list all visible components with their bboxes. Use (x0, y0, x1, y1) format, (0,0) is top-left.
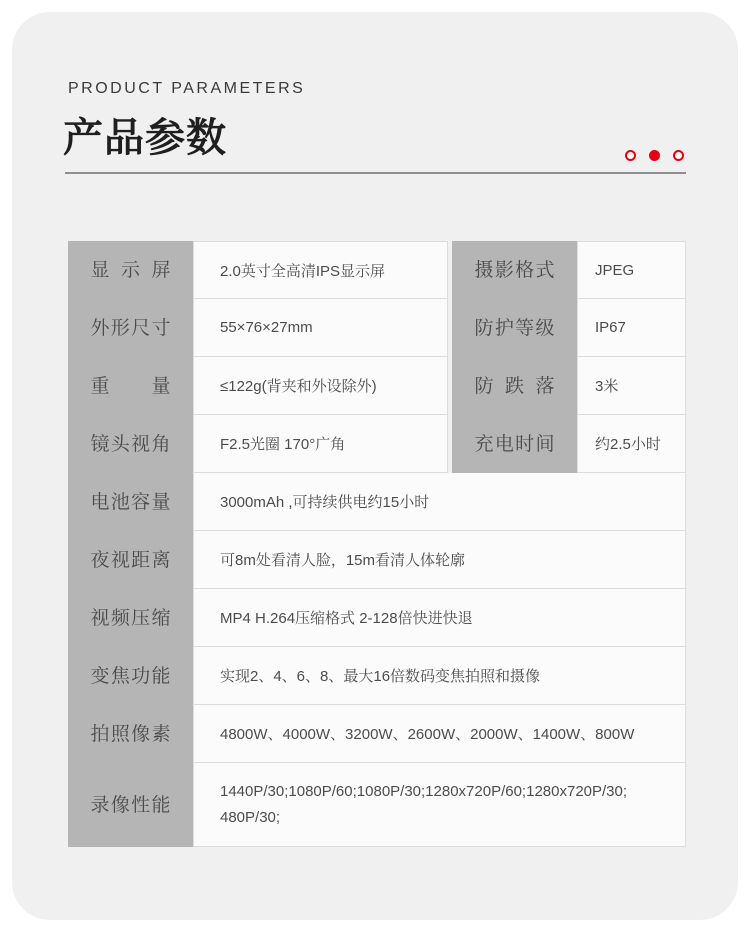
eyebrow-text: PRODUCT PARAMETERS (68, 80, 306, 97)
carousel-dots (625, 150, 684, 161)
spec-label-nightvision: 夜视距离 (90, 549, 171, 571)
spec-value-battery: 3000mAh ,可持续供电约15小时 (193, 473, 686, 531)
spec-label-video: 录像性能 (90, 794, 171, 816)
spec-value-video: 1440P/30;1080P/60;1080P/30;1280x720P/60;1280x720P/30; 480P/30; (193, 763, 686, 847)
spec-value-lens: F2.5光圈 170°广角 (193, 415, 448, 473)
spec-label-dropproof: 防跌落 (474, 375, 555, 397)
spec-label-size: 外形尺寸 (90, 317, 171, 339)
spec-value-compression: MP4 H.264压缩格式 2-128倍快进快退 (193, 589, 686, 647)
spec-label-display: 显示屏 (90, 259, 171, 281)
spec-value-nightvision: 可8m处看清人脸，15m看清人体轮廓 (193, 531, 686, 589)
spec-label-charging: 充电时间 (474, 433, 555, 455)
spec-value-weight: ≤122g(背夹和外设除外) (193, 357, 448, 415)
carousel-dot-1[interactable] (625, 150, 636, 161)
spec-label-zoom: 变焦功能 (90, 665, 171, 687)
spec-value-display: 2.0英寸全高清IPS显示屏 (193, 241, 448, 299)
spec-value-zoom: 实现2、4、6、8、最大16倍数码变焦拍照和摄像 (193, 647, 686, 705)
carousel-dot-3[interactable] (673, 150, 684, 161)
spec-label-weight: 重量 (90, 375, 171, 397)
spec-table (68, 241, 686, 847)
spec-label-protection: 防护等级 (474, 317, 555, 339)
spec-label-photo: 拍照像素 (90, 723, 171, 745)
spec-value-protection: IP67 (577, 299, 686, 357)
spec-label-battery: 电池容量 (90, 491, 171, 513)
spec-label-lens: 镜头视角 (90, 433, 171, 455)
spec-label-format: 摄影格式 (474, 259, 555, 281)
spec-value-size: 55×76×27mm (193, 299, 448, 357)
spec-value-photo: 4800W、4000W、3200W、2600W、2000W、1400W、800W (193, 705, 686, 763)
spec-label-compression: 视频压缩 (90, 607, 171, 629)
spec-value-charging: 约2.5小时 (577, 415, 686, 473)
title-divider (65, 172, 686, 174)
page-title: 产品参数 (63, 116, 227, 160)
carousel-dot-2[interactable] (649, 150, 660, 161)
spec-value-dropproof: 3米 (577, 357, 686, 415)
spec-value-format: JPEG (577, 241, 686, 299)
